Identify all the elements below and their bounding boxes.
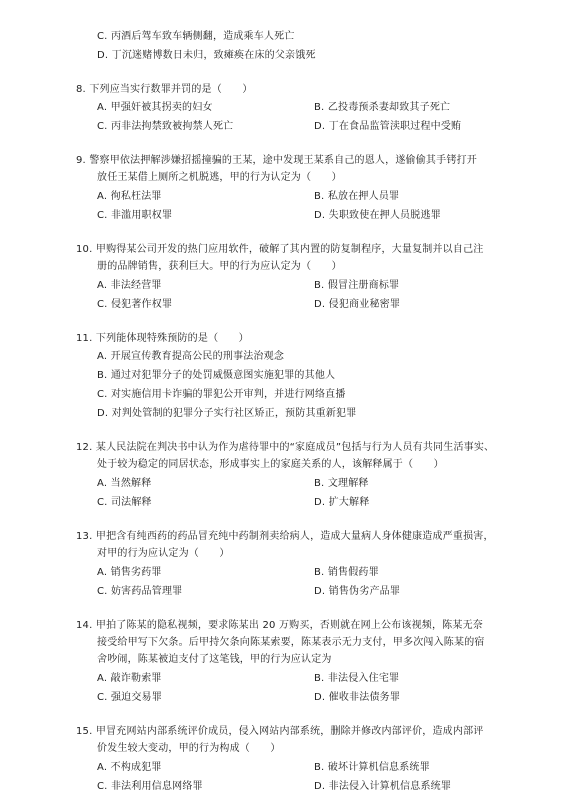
answer-option: B. 文理解释 bbox=[314, 478, 369, 489]
answer-option: D. 失职致使在押人员脱逃罪 bbox=[314, 210, 441, 221]
answer-option: A. 开展宣传教育提高公民的刑事法治观念 bbox=[97, 351, 285, 362]
answer-option: D. 对判处管制的犯罪分子实行社区矫正，预防其重新犯罪 bbox=[97, 408, 357, 419]
question-continuation: 处于较为稳定的同居状态，形成事实上的家庭关系的人，该解释属于（ ） bbox=[97, 459, 444, 470]
question-text: 10. 甲购得某公司开发的热门应用软件，破解了其内置的防复制程序，大量复制并以自己注 bbox=[76, 244, 484, 255]
answer-option: D. 扩大解释 bbox=[314, 497, 370, 508]
answer-option: A. 非法经营罪 bbox=[97, 280, 162, 291]
answer-option: A. 徇私枉法罪 bbox=[97, 191, 162, 202]
answer-option: A. 销售劣药罪 bbox=[97, 567, 162, 578]
answer-option: D. 丁沉迷赌博数日未归，致瘫痪在床的父亲饿死 bbox=[97, 50, 316, 61]
answer-option: A. 敲诈勒索罪 bbox=[97, 673, 162, 684]
answer-option: A. 当然解释 bbox=[97, 478, 152, 489]
answer-option: A. 甲强奸被其拐卖的妇女 bbox=[97, 102, 213, 113]
question-text: 8. 下列应当实行数罪并罚的是（ ） bbox=[76, 84, 253, 95]
answer-option: C. 丙酒后驾车致车辆侧翻，造成乘车人死亡 bbox=[97, 31, 295, 42]
answer-option: B. 破坏计算机信息系统罪 bbox=[314, 762, 430, 773]
answer-option: B. 假冒注册商标罪 bbox=[314, 280, 400, 291]
question-continuation: 册的品牌销售，获利巨大。甲的行为应认定为（ ） bbox=[97, 261, 342, 272]
question-continuation: 舍吵闹，陈某被迫支付了这笔钱，甲的行为应认定为 bbox=[97, 654, 332, 665]
question-text: 11. 下列能体现特殊预防的是（ ） bbox=[76, 333, 249, 344]
question-text: 9. 警察甲依法押解涉嫌招摇撞骗的王某，途中发现王某系自己的恩人，遂偷偷其手铐打开 bbox=[76, 155, 477, 166]
question-text: 14. 甲拍了陈某的隐私视频，要求陈某出 20 万购买，否则就在网上公布该视频，陈某无奈 bbox=[76, 620, 483, 631]
answer-option: D. 侵犯商业秘密罪 bbox=[314, 299, 401, 310]
answer-option: C. 对实施信用卡诈骗的罪犯公开审判，并进行网络直播 bbox=[97, 389, 346, 400]
question-continuation: 放任王某借上厕所之机脱逃，甲的行为认定为（ ） bbox=[97, 172, 342, 183]
answer-option: D. 非法侵入计算机信息系统罪 bbox=[314, 781, 452, 792]
answer-option: B. 销售假药罪 bbox=[314, 567, 379, 578]
question-continuation: 对甲的行为应认定为（ ） bbox=[97, 548, 230, 559]
answer-option: C. 非滥用职权罪 bbox=[97, 210, 173, 221]
answer-option: C. 丙非法拘禁致被拘禁人死亡 bbox=[97, 121, 234, 132]
answer-option: B. 乙投毒预杀妻却致其子死亡 bbox=[314, 102, 451, 113]
answer-option: C. 妨害药品管理罪 bbox=[97, 586, 183, 597]
question-continuation: 价发生较大变动，甲的行为构成（ ） bbox=[97, 743, 281, 754]
answer-option: C. 侵犯著作权罪 bbox=[97, 299, 173, 310]
answer-option: B. 非法侵入住宅罪 bbox=[314, 673, 400, 684]
answer-option: D. 催收非法债务罪 bbox=[314, 692, 401, 703]
answer-option: A. 不构成犯罪 bbox=[97, 762, 162, 773]
answer-option: B. 通过对犯罪分子的处罚威慑意图实施犯罪的其他人 bbox=[97, 370, 336, 381]
question-text: 13. 甲把含有纯西药的药品冒充纯中药制剂卖给病人，造成大量病人身体健康造成严重损害， bbox=[76, 531, 494, 542]
question-continuation: 接受给甲写下欠条。后甲持欠条向陈某索要，陈某表示无力支付，甲多次闯入陈某的宿 bbox=[97, 637, 485, 648]
answer-option: C. 司法解释 bbox=[97, 497, 152, 508]
answer-option: C. 非法利用信息网络罪 bbox=[97, 781, 203, 792]
question-text: 12. 某人民法院在判决书中认为作为虐待罪中的“家庭成员”包括与行为人员有共同生活事实、 bbox=[76, 442, 495, 453]
question-text: 15. 甲冒充网站内部系统评价成员，侵入网站内部系统，删除并修改内部评价，造成内部评 bbox=[76, 726, 484, 737]
answer-option: B. 私放在押人员罪 bbox=[314, 191, 400, 202]
answer-option: D. 销售伪劣产品罪 bbox=[314, 586, 401, 597]
answer-option: D. 丁在食品监管渎职过程中受贿 bbox=[314, 121, 462, 132]
answer-option: C. 强迫交易罪 bbox=[97, 692, 162, 703]
